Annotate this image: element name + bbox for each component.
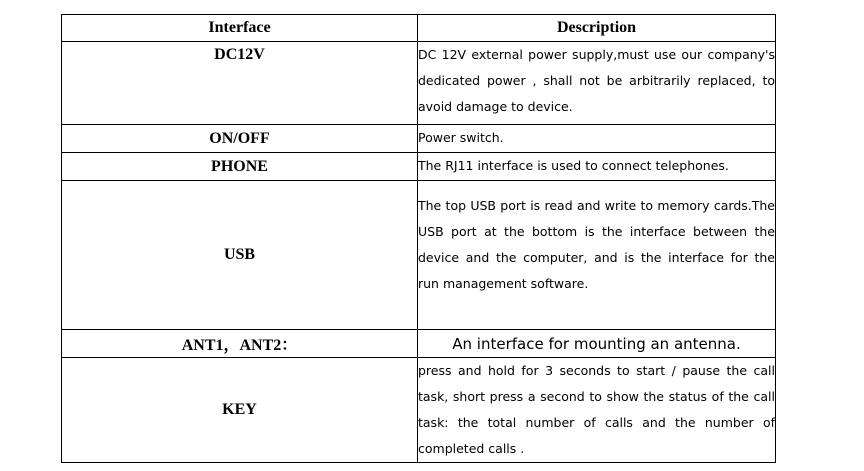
- interface-table: [61, 14, 776, 463]
- description-cell: press and hold for 3 seconds to start / pause the call task, short press a second to show the status of the call task: the total number of calls and the number of completed calls .: [418, 358, 776, 463]
- table-row: [62, 153, 776, 181]
- description-cell: The top USB port is read and write to memory cards.The USB port at the bottom is the interface between the device and the computer, and is the interface for the run management software.: [418, 181, 776, 330]
- description-cell: The RJ11 interface is used to connect telephones.: [418, 153, 776, 181]
- interface-name-cell: KEY: [62, 358, 418, 463]
- table-row: [62, 330, 776, 358]
- table-row: [62, 358, 776, 463]
- description-cell: Power switch.: [418, 125, 776, 153]
- table-row: [62, 125, 776, 153]
- interface-name-cell: ON/OFF: [62, 125, 418, 153]
- interface-name-cell: PHONE: [62, 153, 418, 181]
- description-column-header: Description: [418, 15, 776, 42]
- description-cell: An interface for mounting an antenna.: [418, 330, 776, 358]
- interface-name-cell: USB: [62, 181, 418, 330]
- interface-name-cell: DC12V: [62, 42, 418, 125]
- table-header-row: [62, 15, 776, 42]
- interface-name-cell: ANT1，ANT2：: [62, 330, 418, 358]
- table-row: [62, 181, 776, 330]
- description-cell: DC 12V external power supply,must use our company's dedicated power , shall not be arbitrarily replaced, to avoid damage to device.: [418, 42, 776, 125]
- table-row: [62, 42, 776, 125]
- interface-column-header: Interface: [62, 15, 418, 42]
